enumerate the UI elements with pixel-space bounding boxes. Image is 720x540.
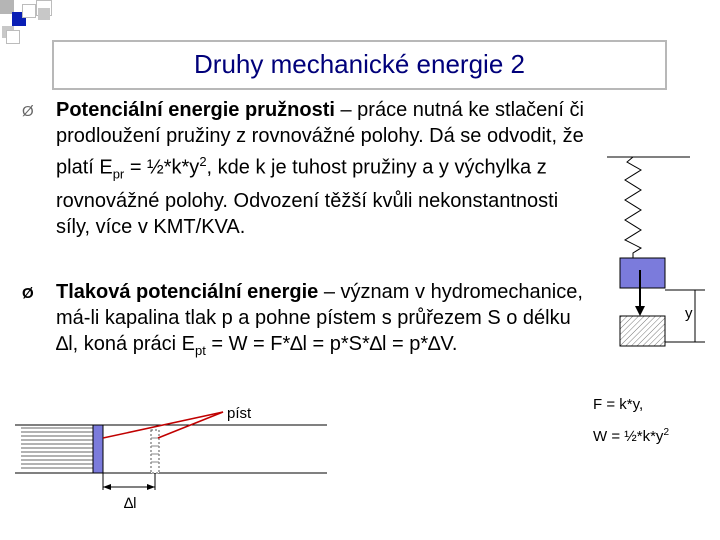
decor-square — [38, 8, 50, 20]
formula-work: $W = \frac{1}{2}*k*y^2$ — [593, 427, 669, 445]
bullet-body: – význam v hydromechanice, má-li kapalina tlak p a pohne pístem s průřezem S o délku ∆l, koná práci E — [56, 281, 583, 355]
bullet-heading: Tlaková potenciální energie — [56, 281, 319, 303]
decor-square — [6, 30, 20, 44]
label-y: y — [685, 305, 693, 322]
equilibrium-position — [620, 316, 665, 346]
bullet-body: = ½*k*y — [124, 156, 200, 179]
fluid-hatch — [21, 428, 93, 468]
bullet-body: = W = F*∆l = p*S*∆l = p*∆V. — [205, 333, 458, 355]
label-piston: píst — [227, 405, 252, 422]
arrow-head — [147, 484, 155, 490]
label-delta-l: ∆l — [124, 495, 137, 512]
bullet-heading: Potenciální energie pružnosti — [56, 99, 335, 121]
decor-square — [22, 4, 36, 18]
page-title: Druhy mechanické energie 2 — [194, 49, 525, 79]
bullet-text-pressure — [56, 279, 586, 364]
arrow-head — [635, 306, 645, 316]
bullet-marker: Ø — [22, 103, 34, 120]
bullet-body: , kde k je tuhost pružiny a y výchylka z rovnovážné polohy. Odvození těžší kvůli nekonstantnosti síly, více v KMT/KVA. — [56, 156, 559, 238]
arrow-head — [103, 484, 111, 490]
title-box — [52, 40, 667, 90]
subscript: pr — [112, 166, 125, 182]
bullet-text-elastic — [56, 97, 586, 240]
bullet-marker: Ø — [22, 285, 34, 302]
spring-coil — [625, 157, 641, 258]
superscript: 2 — [199, 154, 207, 169]
spring-diagram — [595, 150, 720, 350]
formula-force: F = k*y, — [593, 396, 644, 413]
bullet-body: – práce nutná ke stlačení či prodloužení pružiny z rovnovážné polohy. Dá se odvodit, že platí E — [56, 99, 584, 179]
spring-mass — [620, 258, 665, 288]
piston-body — [93, 425, 103, 473]
subscript: pt — [194, 343, 206, 358]
piston-next-position — [151, 430, 159, 473]
piston-diagram — [15, 390, 335, 515]
